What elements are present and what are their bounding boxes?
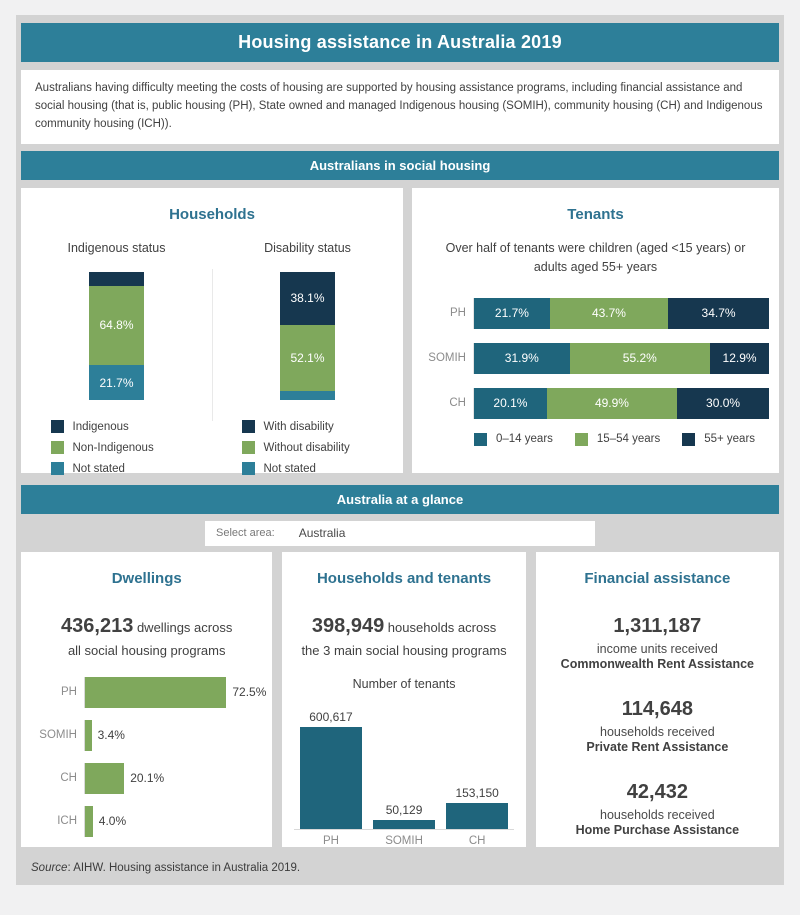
legend-item-label: Indigenous xyxy=(72,420,129,433)
dwellings-headline-number: 436,213 xyxy=(61,615,134,638)
tenants-bar-row xyxy=(420,298,769,329)
households-tenants-panel-title: Households and tenants xyxy=(316,570,492,588)
dwellings-bar-row xyxy=(29,720,266,751)
tenants-column-value: 50,129 xyxy=(385,802,423,817)
stacked-column xyxy=(280,272,335,400)
tenants-bar-segment xyxy=(570,343,711,374)
legend-item xyxy=(575,433,660,446)
status-chart-subtitle: Disability status xyxy=(264,241,351,256)
segment-value-label: 21.7% xyxy=(494,306,529,321)
section-header-social-housing: Australians in social housing xyxy=(21,151,779,180)
households-panel-title: Households xyxy=(169,206,255,224)
tenants-column xyxy=(444,786,510,829)
tenants-column-bar xyxy=(373,820,435,829)
stacked-segment xyxy=(89,365,144,401)
financial-assistance-stats xyxy=(536,615,779,837)
tenants-panel xyxy=(412,188,779,473)
tenants-column-category: PH xyxy=(322,834,339,847)
social-housing-row xyxy=(21,188,779,473)
legend-swatch xyxy=(51,462,64,475)
area-select[interactable] xyxy=(205,521,595,546)
dwellings-panel xyxy=(21,552,272,847)
dwellings-bar xyxy=(85,763,124,794)
dwellings-headline xyxy=(21,611,272,661)
legend-item-label: With disability xyxy=(263,420,334,433)
stacked-segment xyxy=(280,325,335,391)
tenants-bar-segment xyxy=(474,388,547,419)
tenants-age-chart xyxy=(420,298,769,419)
dwellings-bar-area xyxy=(84,763,266,794)
stacked-segment xyxy=(280,272,335,324)
legend-item xyxy=(242,462,374,475)
tenants-bar-segment xyxy=(474,298,550,329)
financial-stat-desc: income units received xyxy=(596,642,718,657)
tenants-column-category: SOMIH xyxy=(385,834,423,847)
section-header-glance: Australia at a glance xyxy=(21,485,779,514)
legend-item xyxy=(474,433,553,446)
number-of-tenants-title: Number of tenants xyxy=(352,676,456,691)
dwellings-bar-area xyxy=(84,677,266,708)
dwellings-bar-value: 4.0% xyxy=(98,814,127,829)
stacked-segment xyxy=(89,286,144,365)
page-title: Housing assistance in Australia 2019 xyxy=(21,23,779,62)
segment-value-label: 34.7% xyxy=(701,306,736,321)
intro-text: Australians having difficulty meeting the costs of housing are supported by housing assistance programs, including financial assistance and social housing (that is, public housing (PH), State owned and managed Indigenous housing (SOMIH), community housing (CH) and Indigenous community housing (ICH)). xyxy=(21,70,779,144)
legend-swatch xyxy=(51,441,64,454)
tenants-column-value: 153,150 xyxy=(455,785,499,800)
legend-item-label: 15–54 years xyxy=(596,433,661,446)
legend-swatch xyxy=(575,433,588,446)
dwellings-bar-area xyxy=(84,720,266,751)
source-label: Source xyxy=(31,862,68,875)
dwellings-panel-title: Dwellings xyxy=(111,570,182,588)
households-tenants-panel xyxy=(282,552,525,847)
legend-item-label: Non-Indigenous xyxy=(72,441,154,454)
financial-stat xyxy=(536,781,779,837)
dwellings-bar xyxy=(85,806,93,837)
tenants-column-bar xyxy=(446,803,508,829)
legend-swatch xyxy=(682,433,695,446)
segment-value-label: 64.8% xyxy=(99,318,134,333)
tenants-column xyxy=(298,710,364,829)
segment-value-label: 30.0% xyxy=(706,396,741,411)
legend-swatch xyxy=(242,441,255,454)
households-headline-number: 398,949 xyxy=(311,615,385,638)
dashboard xyxy=(16,15,784,885)
tenants-row-label: PH xyxy=(450,307,466,320)
legend-item xyxy=(682,433,755,446)
households-status-charts xyxy=(21,241,403,475)
dwellings-bar-value: 3.4% xyxy=(97,728,125,743)
dwellings-row-label: PH xyxy=(61,686,77,699)
dwellings-chart xyxy=(29,677,266,837)
tenants-panel-title: Tenants xyxy=(567,206,624,224)
status-chart xyxy=(212,241,403,475)
tenants-bar-segment xyxy=(710,343,769,374)
financial-stat xyxy=(536,615,779,671)
dwellings-bar xyxy=(85,677,226,708)
financial-stat-desc: households received xyxy=(600,808,715,823)
financial-stat-program: Home Purchase Assistance xyxy=(575,823,740,838)
financial-assistance-panel xyxy=(536,552,779,847)
legend-item-label: Without disability xyxy=(263,441,350,454)
tenants-column-category: CH xyxy=(468,834,486,847)
number-of-tenants-categories xyxy=(294,835,513,847)
tenants-bar-row xyxy=(420,388,769,419)
segment-value-label: 55.2% xyxy=(622,351,657,366)
legend-swatch xyxy=(51,420,64,433)
segment-value-label: 20.1% xyxy=(493,396,528,411)
tenants-bar-segment xyxy=(547,388,677,419)
tenants-column xyxy=(371,803,437,829)
legend-swatch xyxy=(242,462,255,475)
households-panel xyxy=(21,188,403,473)
area-select-label: Select area: xyxy=(216,527,275,540)
financial-stat-number: 1,311,187 xyxy=(613,615,702,638)
segment-value-label: 38.1% xyxy=(290,291,325,306)
financial-stat-number: 42,432 xyxy=(626,781,688,804)
tenants-row-label: CH xyxy=(449,397,466,410)
dwellings-bar-value: 20.1% xyxy=(130,771,165,786)
source-note xyxy=(31,862,779,874)
dwellings-bar-row xyxy=(29,763,266,794)
dwellings-bar xyxy=(85,720,92,751)
status-chart-subtitle: Indigenous status xyxy=(67,241,166,256)
dwellings-row-label: ICH xyxy=(57,815,77,828)
stacked-segment xyxy=(89,272,144,286)
tenants-bar-segment xyxy=(550,298,668,329)
tenants-column-bar xyxy=(300,727,362,829)
tenants-stacked-bar xyxy=(473,343,769,374)
legend-item xyxy=(51,420,183,433)
segment-value-label: 52.1% xyxy=(290,350,325,365)
tenants-age-legend xyxy=(474,433,779,446)
segment-value-label: 21.7% xyxy=(99,375,134,390)
financial-assistance-panel-title: Financial assistance xyxy=(584,570,731,588)
households-headline-text: households across xyxy=(384,620,497,636)
segment-value-label: 49.9% xyxy=(594,396,629,411)
area-select-value: Australia xyxy=(298,526,346,541)
dwellings-bar-row xyxy=(29,677,266,708)
legend-item xyxy=(51,441,183,454)
financial-stat-desc: households received xyxy=(600,725,715,740)
dwellings-headline-text: dwellings across xyxy=(133,620,233,636)
financial-stat xyxy=(536,698,779,754)
tenants-bar-row xyxy=(420,343,769,374)
households-headline-text2: the 3 main social housing programs xyxy=(301,643,507,659)
legend-item xyxy=(242,441,374,454)
tenants-bar-segment xyxy=(668,298,769,329)
tenants-bar-segment xyxy=(474,343,570,374)
tenants-stacked-bar xyxy=(473,388,769,419)
legend-item xyxy=(242,420,374,433)
legend-swatch xyxy=(242,420,255,433)
glance-row xyxy=(21,552,779,847)
financial-stat-program: Commonwealth Rent Assistance xyxy=(560,657,755,672)
tenants-stacked-bar xyxy=(473,298,769,329)
dwellings-bar-value: 72.5% xyxy=(232,685,267,700)
legend-swatch xyxy=(474,433,487,446)
legend-item-label: Not stated xyxy=(263,462,316,475)
stacked-segment xyxy=(280,391,335,401)
dwellings-row-label: SOMIH xyxy=(39,729,77,742)
legend-item-label: 0–14 years xyxy=(496,433,553,446)
segment-value-label: 12.9% xyxy=(722,351,757,366)
select-area-row xyxy=(21,514,779,552)
status-legend xyxy=(51,420,183,475)
segment-value-label: 31.9% xyxy=(504,351,539,366)
status-chart xyxy=(21,241,212,475)
legend-item-label: Not stated xyxy=(72,462,125,475)
tenants-bar-segment xyxy=(677,388,769,419)
dwellings-bar-row xyxy=(29,806,266,837)
segment-value-label: 43.7% xyxy=(591,306,626,321)
legend-item-label: 55+ years xyxy=(704,433,756,446)
dwellings-headline-text2: all social housing programs xyxy=(67,643,226,659)
financial-stat-program: Private Rent Assistance xyxy=(586,740,729,755)
tenants-column-value: 600,617 xyxy=(309,709,353,724)
financial-stat-number: 114,648 xyxy=(621,698,693,721)
source-text: : AIHW. Housing assistance in Australia 2019. xyxy=(67,862,301,875)
households-tenants-headline xyxy=(282,611,525,661)
dwellings-bar-area xyxy=(84,806,266,837)
tenants-row-label: SOMIH xyxy=(428,352,466,365)
status-legend xyxy=(242,420,374,475)
stacked-column xyxy=(89,272,144,400)
legend-item xyxy=(51,462,183,475)
dwellings-row-label: CH xyxy=(60,772,77,785)
tenants-subtitle: Over half of tenants were children (aged <15 years) or adults aged 55+ years xyxy=(445,241,746,274)
number-of-tenants-chart xyxy=(294,703,513,830)
